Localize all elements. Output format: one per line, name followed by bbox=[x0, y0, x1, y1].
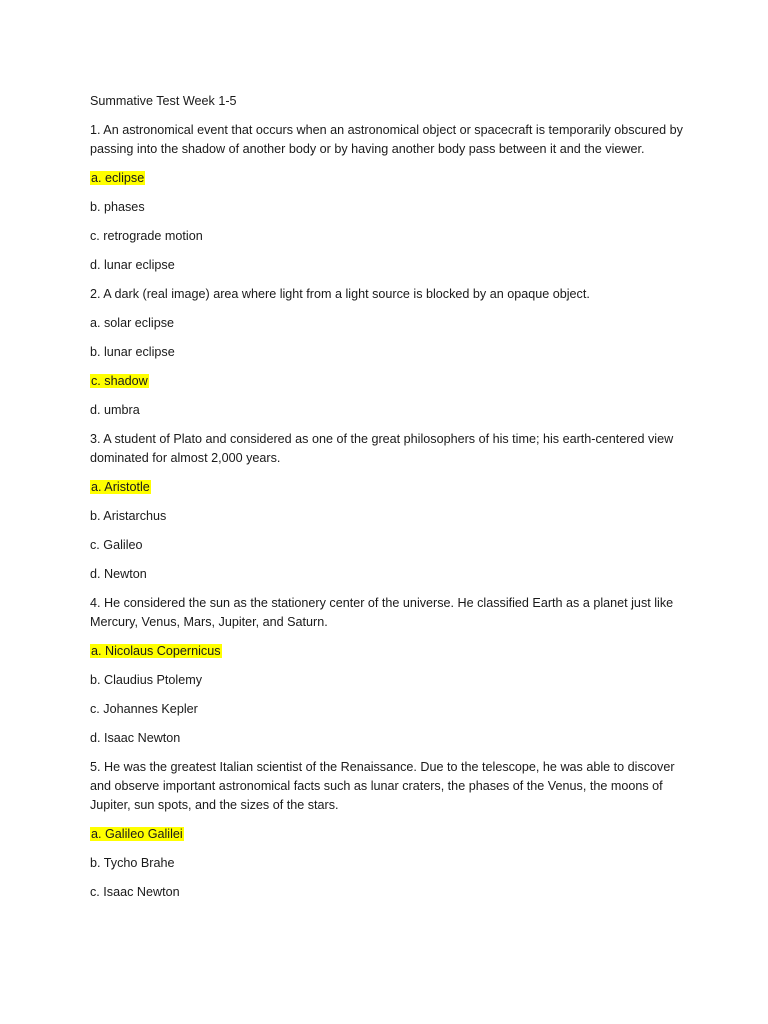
highlighted-answer: a. eclipse bbox=[91, 171, 145, 185]
question-text: 5. He was the greatest Italian scientist of the Renaissance. Due to the telescope, he was able to discover and observe important astronomical facts such as lunar craters, the phases of the Venus, the moons of Jupiter, sun spots, and the sizes of the stars. bbox=[90, 760, 675, 812]
highlighted-answer: c. shadow bbox=[91, 374, 148, 388]
answer-option bbox=[90, 825, 690, 844]
answer-option: b. Aristarchus bbox=[90, 509, 167, 523]
answer-option bbox=[90, 169, 690, 188]
answer-option: d. lunar eclipse bbox=[90, 258, 175, 272]
question-block bbox=[90, 285, 690, 420]
highlighted-answer: a. Galileo Galilei bbox=[91, 827, 183, 841]
answer-option: b. Tycho Brahe bbox=[90, 856, 175, 870]
answer-option: b. phases bbox=[90, 200, 145, 214]
answer-option bbox=[90, 478, 690, 497]
document-title: Summative Test Week 1-5 bbox=[90, 94, 237, 108]
question-block bbox=[90, 758, 690, 902]
question-block bbox=[90, 594, 690, 748]
answer-option: d. Isaac Newton bbox=[90, 731, 181, 745]
answer-option: c. Johannes Kepler bbox=[90, 702, 198, 716]
question-text: 3. A student of Plato and considered as one of the great philosophers of his time; his earth-centered view dominated for almost 2,000 years. bbox=[90, 432, 674, 465]
highlighted-answer: a. Nicolaus Copernicus bbox=[91, 644, 221, 658]
question-block bbox=[90, 430, 690, 584]
question-text: 1. An astronomical event that occurs when an astronomical object or spacecraft is temporarily obscured by passing into the shadow of another body or by having another body pass between it and the viewer. bbox=[90, 123, 683, 156]
document-body bbox=[90, 92, 690, 912]
answer-option: c. Isaac Newton bbox=[90, 885, 180, 899]
answer-option bbox=[90, 642, 690, 661]
question-text: 2. A dark (real image) area where light from a light source is blocked by an opaque object. bbox=[90, 287, 590, 301]
answer-option: b. Claudius Ptolemy bbox=[90, 673, 202, 687]
answer-option bbox=[90, 372, 690, 391]
answer-option: b. lunar eclipse bbox=[90, 345, 175, 359]
answer-option: c. retrograde motion bbox=[90, 229, 203, 243]
answer-option: d. Newton bbox=[90, 567, 147, 581]
answer-option: a. solar eclipse bbox=[90, 316, 174, 330]
question-text: 4. He considered the sun as the stationery center of the universe. He classified Earth as a planet just like Mercury, Venus, Mars, Jupiter, and Saturn. bbox=[90, 596, 674, 629]
question-block bbox=[90, 121, 690, 275]
answer-option: d. umbra bbox=[90, 403, 140, 417]
highlighted-answer: a. Aristotle bbox=[91, 480, 150, 494]
answer-option: c. Galileo bbox=[90, 538, 143, 552]
